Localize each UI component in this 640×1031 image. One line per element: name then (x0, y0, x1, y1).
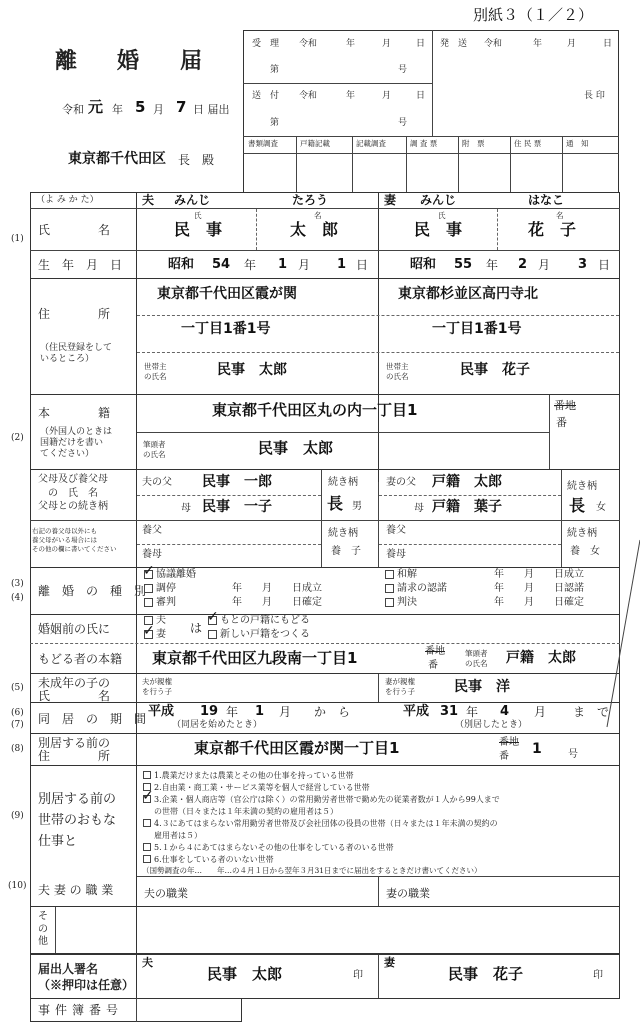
wife-setainushi-label: 世帯主 の氏名 (386, 362, 409, 381)
sent-month: 月 (382, 91, 392, 101)
case-number-label: 事件簿番号 (38, 1003, 124, 1017)
husband-tsuzuki-label: 続き柄 (328, 477, 358, 488)
form-title-3: 届 (180, 48, 203, 74)
wife-birth-month: 2 (518, 257, 528, 272)
office-check-3: 調 査 票 (410, 139, 438, 148)
receipt-year: 年 (346, 39, 356, 49)
divorce-left-label-1: 調停 (156, 583, 176, 594)
divorce-right-date-1: 年 月 日認諾 (494, 583, 584, 594)
sent-era: 令和 (299, 91, 318, 101)
husband-address-1: 東京都千代田区霞が関 (157, 286, 297, 302)
return-label-1: 婚姻前の氏に (38, 622, 111, 636)
husband-relation: 長 (327, 494, 344, 513)
cohab-start-gatsu: 月 (279, 705, 292, 719)
cohabitation-label: 同 居 の 期 間 (38, 712, 147, 726)
occupation-option-2: 2.自由業・商工業・サービス業等を個人で経営している世帯 (154, 783, 370, 792)
husband-sign-marker: 夫 (142, 956, 153, 969)
occupation-option-1: 1.農業だけまたは農業とその他の仕事を持っている世帯 (154, 771, 354, 780)
wife-yo-tsuzuki: 続き柄 (567, 528, 597, 539)
honseki-banchi: 番地 (554, 399, 576, 412)
husband-sei: 民 事 (174, 220, 223, 239)
wife-address-2: 一丁目1番1号 (432, 321, 522, 337)
chief-seal: 長 印 (584, 91, 605, 101)
husband-birth-nen: 年 (244, 258, 257, 272)
occupation-option-3: 3.企業・個人商店等（官公庁は除く）の常用勤労者世帯で勤め先の従業者数が１人から99人まで の世帯（日々または１年未満の契約の雇用者は５） (154, 795, 500, 816)
cohab-end-note: （別居したとき） (455, 720, 528, 730)
honseki-ban: 番 (556, 416, 567, 429)
return-opt2-label: 新しい戸籍をつくる (220, 629, 310, 640)
row-num-8: (8) (11, 744, 24, 754)
husband-birth-gatsu: 月 (298, 258, 311, 272)
occupation-check-icon-3: ✓ (142, 788, 154, 804)
receipt-month: 月 (382, 39, 392, 49)
filing-year-unit: 年 (112, 103, 123, 116)
occupation-option-6: 6.仕事をしている者のいない世帯 (154, 855, 274, 864)
addressee-suffix: 長 殿 (178, 153, 215, 167)
wife-marker: 妻 (384, 193, 397, 207)
cohab-start-month: 1 (255, 704, 265, 719)
office-check-2: 記載調査 (356, 139, 386, 148)
filing-year: 元 (88, 98, 104, 116)
wife-father: 戸籍 太郎 (432, 474, 502, 490)
filing-month: 5 (135, 98, 146, 116)
husband-setainushi-label: 世帯主 の氏名 (144, 362, 167, 381)
prev-ban-num: 1 (532, 741, 542, 757)
divorce-left-label-0: 協議離婚 (156, 569, 196, 580)
wife-custody-child: 民事 洋 (454, 679, 510, 695)
husband-birth-nichi: 日 (356, 258, 369, 272)
honseki-value: 東京都千代田区丸の内一丁目1 (212, 401, 418, 419)
honseki-label: 本 籍 (38, 406, 111, 420)
hittousha-label: 筆頭者 の氏名 (143, 440, 166, 459)
prev-address-value: 東京都千代田区霞が関一丁目1 (194, 739, 400, 757)
divorce-right-label-2: 判決 (397, 597, 417, 608)
wife-tsuzuki-label: 続き柄 (567, 481, 597, 492)
husband-father-label: 夫の父 (142, 477, 172, 488)
return-ha: は (190, 621, 203, 635)
filing-era: 令和 (62, 103, 84, 116)
receipt-go: 号 (398, 65, 408, 75)
filing-month-unit: 月 (153, 103, 164, 116)
wife-yobo-label: 養母 (386, 549, 406, 560)
cohab-start-note: （同居を始めたとき） (172, 720, 263, 730)
birth-label: 生 年 月 日 (38, 258, 123, 272)
cohab-end-era: 平成 (403, 704, 430, 719)
wife-yomi-mei: はなこ (528, 193, 565, 207)
shimei-label: 氏 名 (38, 223, 111, 237)
minor-child-label: 未成年の子の 氏 名 (38, 676, 111, 704)
receipt-era: 令和 (299, 39, 318, 49)
return-opt1-check-icon: ✓ (207, 609, 219, 625)
office-check-5: 住 民 票 (514, 139, 542, 148)
husband-yo-tsuzuki: 続き柄 (328, 528, 358, 539)
husband-yomi-mei: たろう (292, 193, 329, 207)
receipt-day: 日 (416, 39, 426, 49)
return-honseki: 東京都千代田区九段南一丁目1 (152, 649, 358, 667)
occupation-option-5: 5.１から４にあてはまらないその他の仕事をしている者のいる世帯 (154, 843, 394, 852)
filing-day: 7 (176, 98, 187, 116)
cohab-start-nen: 年 (226, 705, 239, 719)
husband-birth-day: 1 (337, 257, 347, 272)
prev-address-label: 別居する前の 住 所 (38, 736, 111, 764)
form-title-1: 離 (55, 48, 78, 74)
parents-label: 父母及び養父母 の 氏 名 父母との続き柄 (38, 474, 108, 512)
divorce-left-date-2: 年 月 日確定 (232, 597, 322, 608)
divorce-left-date-1: 年 月 日成立 (232, 583, 322, 594)
yomikata-label: （よ み か た） (36, 195, 99, 205)
sent-go: 号 (398, 118, 408, 128)
wife-relation: 長 (569, 496, 586, 515)
divorce-type-label: 離 婚 の 種 別 (38, 584, 147, 598)
cohab-end-year: 31 (440, 704, 459, 719)
wife-mother: 戸籍 葉子 (432, 499, 502, 515)
spouse-job-label: 夫 妻 の 職 業 (38, 883, 114, 897)
husband-yomi-sei: みんじ (174, 193, 211, 207)
office-check-1: 戸籍記載 (300, 139, 330, 148)
husband-sign-name: 民事 太郎 (207, 965, 283, 983)
wife-shi-sub: 氏 (438, 211, 446, 220)
wife-relation-sex: 女 (596, 502, 606, 513)
husband-mei-sub: 名 (314, 211, 322, 220)
cohab-end-nen: 年 (466, 705, 479, 719)
wife-father-label: 妻の父 (386, 477, 416, 488)
sent-year: 年 (346, 91, 356, 101)
husband-job-label: 夫の職業 (144, 887, 188, 900)
wife-seal: 印 (593, 970, 603, 981)
husband-father: 民事 一郎 (202, 474, 272, 490)
dispatch-day: 日 (603, 39, 613, 49)
address-label: 住 所 (38, 307, 111, 321)
husband-seal: 印 (353, 970, 363, 981)
divorce-right-label-1: 請求の認諾 (397, 583, 447, 594)
husband-marker: 夫 (142, 193, 155, 207)
divorce-right-label-0: 和解 (397, 569, 417, 580)
husband-shi-sub: 氏 (194, 211, 202, 220)
cohab-end-gatsu: 月 (534, 705, 547, 719)
wife-head-name: 民事 花子 (460, 362, 530, 378)
husband-yobo-label: 養母 (142, 549, 162, 560)
row-num-9: (9) (11, 811, 24, 821)
row-num-7: (7) (11, 720, 24, 730)
husband-address-2: 一丁目1番1号 (181, 321, 271, 337)
sent-label: 送 付 (252, 91, 280, 101)
wife-birth-gatsu: 月 (538, 258, 551, 272)
wife-sign-marker: 妻 (384, 956, 395, 969)
return-hittousha: 戸籍 太郎 (506, 650, 576, 666)
cohab-end-month: 4 (500, 704, 510, 719)
dispatch-year: 年 (533, 39, 543, 49)
form-title-2: 婚 (117, 48, 140, 74)
page-label: 別紙３（１／２） (473, 6, 594, 24)
husband-custody-label: 夫が親権 を行う子 (142, 677, 172, 696)
prev-ban: 番 (499, 751, 509, 762)
wife-yojo: 養 女 (570, 546, 600, 557)
signature-label: 届出人署名 （※押印は任意） (38, 962, 135, 992)
cohab-start-year: 19 (200, 704, 219, 719)
husband-mother: 民事 一子 (202, 499, 272, 515)
row-num-5: (5) (11, 683, 24, 693)
wife-mei-sub: 名 (556, 211, 564, 220)
divorce-right-date-2: 年 月 日確定 (494, 597, 584, 608)
return-ban: 番 (428, 660, 438, 671)
wife-address-1: 東京都杉並区高円寺北 (398, 286, 538, 302)
row-num-6: (6) (11, 708, 24, 718)
return-label-2: もどる者の本籍 (38, 652, 123, 666)
wife-mother-label: 母 (414, 503, 424, 514)
row-num-1: (1) (11, 234, 24, 244)
wife-job-label: 妻の職業 (386, 887, 430, 900)
wife-yofu-label: 養父 (386, 525, 406, 536)
row-num-2: (2) (11, 433, 24, 443)
census-note: （国勢調査の年… 年…の４月１日から翌年３月31日までに届出をするときだけ書いてください） (142, 866, 482, 875)
office-check-0: 書類調査 (248, 139, 278, 148)
wife-birth-day: 3 (578, 257, 588, 272)
household-job-label: 別居する前の 世帯のおもな 仕事と (38, 792, 117, 849)
office-check-6: 通 知 (566, 139, 589, 148)
divorce-left-check-icon-0: ✓ (143, 563, 155, 579)
dispatch-month: 月 (567, 39, 577, 49)
addressee-office: 東京都千代田区 (68, 151, 166, 167)
return-husband-label: 夫 (156, 615, 166, 626)
husband-head-name: 民事 太郎 (217, 362, 287, 378)
wife-birth-nichi: 日 (598, 258, 611, 272)
row-num-4: (4) (11, 593, 24, 603)
return-wife-label: 妻 (156, 629, 166, 640)
wife-yomi-sei: みんじ (420, 193, 457, 207)
row-num-10: (10) (8, 881, 27, 891)
wife-birth-era: 昭和 (410, 257, 437, 272)
filing-day-unit: 日 届出 (193, 103, 230, 116)
sent-day: 日 (416, 91, 426, 101)
husband-birth-month: 1 (278, 257, 288, 272)
husband-yofu-label: 養父 (142, 525, 162, 536)
dispatch-era: 令和 (484, 39, 503, 49)
cohab-start-era: 平成 (148, 704, 175, 719)
return-hittousha-label: 筆頭者 の氏名 (465, 649, 488, 668)
prev-banchi: 番地 (499, 737, 519, 748)
husband-mother-label: 母 (181, 503, 191, 514)
return-opt1-label: もとの戸籍にもどる (220, 615, 310, 626)
honseki-note: （外国人のときは 国籍だけを書い てください） (40, 427, 113, 459)
divorce-left-label-2: 審判 (156, 597, 176, 608)
divorce-right-date-0: 年 月 日成立 (494, 569, 584, 580)
receipt-no: 第 (270, 65, 280, 75)
wife-sei: 民 事 (414, 220, 463, 239)
sent-no: 第 (270, 118, 280, 128)
prev-go: 号 (568, 749, 578, 760)
receipt-label: 受 理 (252, 39, 280, 49)
return-banchi: 番地 (425, 646, 445, 657)
dispatch-label: 発 送 (440, 39, 468, 49)
return-wife-check-icon: ✓ (143, 623, 155, 639)
cohab-kara: か ら (314, 705, 351, 719)
wife-sign-name: 民事 花子 (448, 965, 524, 983)
wife-custody-label: 妻が親権 を行う子 (385, 677, 415, 696)
husband-birth-year: 54 (212, 257, 231, 272)
husband-birth-era: 昭和 (168, 257, 195, 272)
cohab-made: ま で (573, 705, 610, 719)
husband-relation-sex: 男 (352, 501, 362, 512)
wife-mei: 花 子 (528, 220, 577, 239)
parents-note: 右記の養父母以外にも 養父母がいる場合には その他の欄に書いてください (32, 527, 117, 553)
occupation-option-4: 4.３にあてはまらない常用勤労者世帯及び会社団体の役員の世帯（日々または１年未満の契約の 雇用者は５） (154, 819, 498, 840)
office-check-4: 附 票 (462, 139, 485, 148)
husband-mei: 太 郎 (290, 220, 339, 239)
hittousha-name: 民事 太郎 (258, 439, 334, 457)
wife-birth-nen: 年 (486, 258, 499, 272)
husband-yoshi: 養 子 (331, 546, 361, 557)
wife-birth-year: 55 (454, 257, 473, 272)
row-num-3: (3) (11, 579, 24, 589)
address-note: （住民登録をして いるところ） (40, 343, 113, 365)
other-label: そ の 他 (38, 911, 48, 947)
